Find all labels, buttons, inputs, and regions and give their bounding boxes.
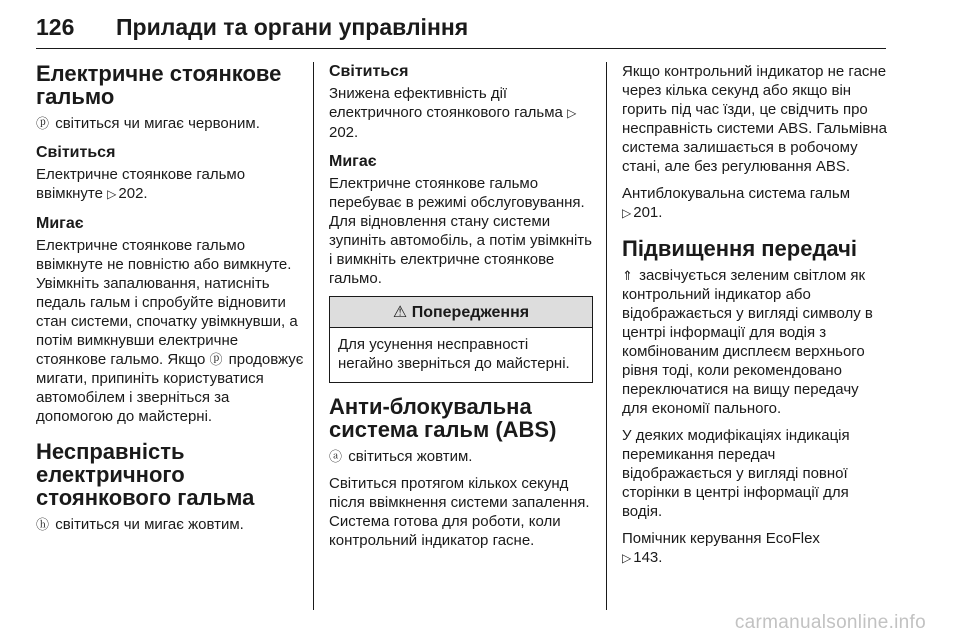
column-divider-2 [606, 62, 607, 610]
abs-icon: ⓐ [329, 449, 343, 464]
parking-brake-icon: ⓟ [209, 352, 223, 367]
lit-paragraph [36, 165, 308, 204]
header-rule [36, 48, 886, 49]
page-header [36, 10, 886, 50]
intro-text: світиться чи мигає червоним. [55, 115, 260, 132]
page-number: 126 [36, 14, 75, 40]
reference-arrow-icon: ▷ [107, 187, 117, 201]
upshift-paragraph [622, 266, 888, 418]
abs-paragraph: Світиться протягом кількох секунд після ввімкнення системи запалення. Система готова для роботи, коли контрольний індикатор гасне. [329, 475, 590, 549]
lit-text: Електричне стоянкове гальмо ввімкнуте [36, 166, 246, 202]
page-reference-link[interactable]: 202. [329, 124, 359, 141]
reference-arrow-icon: ▷ [622, 551, 632, 565]
warning-title: Попередження [411, 304, 530, 321]
page-reference-link[interactable]: 202. [118, 185, 148, 202]
parking-brake-icon: ⓟ [36, 116, 50, 131]
blink-text-2: продовжує мигати, припиніть користуватися автомобілем і зверніться за допомогою до майстерні. [36, 351, 304, 425]
brake-fault-icon: ⓗ [36, 517, 50, 532]
fault-paragraph [36, 515, 308, 534]
heading-electric-parking-brake: Електричне стоянкове гальмо [36, 61, 282, 109]
warning-header [330, 297, 592, 328]
upshift-text: засвічується зеленим світлом як контрольний індикатор або відображається у вигляді символу в центрі інформації для водія з комбінованим дисплеєм верхнього рівня тоді, коли рекомендовано переключатися на вищу передачу для економії пального. [622, 267, 873, 417]
abs-reference-text: Антиблокувальна система гальм [622, 185, 851, 202]
reference-arrow-icon: ▷ [567, 106, 577, 120]
subheading-blinks: Мигає [329, 153, 377, 170]
ecoflex-paragraph [622, 529, 888, 568]
heading-abs: Анти-блокувальна система гальм (ABS) [329, 394, 557, 442]
column-3 [622, 62, 888, 576]
upshift-icon: ⇑ [622, 268, 633, 283]
heading-brake-fault: Несправність електричного стоянкового гальма [36, 439, 255, 510]
blink-text-1: Електричне стоянкове гальмо ввімкнуте не повністю або вимкнуте. Увімкніть запалювання, натисніть педаль гальм і спробуйте відновити стан системи, спочатку увімкнувши, а потім вимкнувши електричне стоянкове гальмо. Якщо [36, 237, 298, 368]
column-1 [36, 62, 308, 542]
watermark: carmanualsonline.info [734, 612, 926, 633]
column-divider-1 [313, 62, 314, 610]
page-reference-link[interactable]: 143. [633, 549, 663, 566]
heading-upshift: Підвищення передачі [622, 236, 857, 261]
subheading-blinks: Мигає [36, 215, 84, 232]
blink-paragraph [36, 236, 308, 426]
shift-display-paragraph: У деяких модифікаціях індикація перемикання передач відображається у вигляді повної сторінки в центрі інформації для водія. [622, 427, 850, 520]
page-reference-link[interactable]: 201. [633, 204, 663, 221]
reference-arrow-icon: ▷ [622, 206, 632, 220]
warning-box [329, 296, 593, 383]
intro-paragraph [36, 114, 308, 133]
abs-reference-paragraph [622, 184, 888, 223]
subheading-lit: Світиться [36, 144, 116, 161]
lit-text: Знижена ефективність дії електричного стоянкового гальма [329, 85, 563, 121]
abs-intro-paragraph [329, 447, 593, 466]
page-title: Прилади та органи управління [116, 14, 469, 40]
subheading-lit: Світиться [329, 63, 409, 80]
lit-paragraph [329, 84, 593, 142]
ecoflex-text: Помічник керування EcoFlex [622, 530, 820, 547]
column-2 [329, 62, 593, 558]
abs-intro-text: світиться жовтим. [348, 448, 473, 465]
warning-icon: ⚠ [392, 304, 408, 321]
abs-fault-paragraph: Якщо контрольний індикатор не гасне через кілька секунд або якщо він горить під час їзди, це свідчить про несправність системи ABS. Гальмівна система залишається в робочому стані, але без регулювання ABS. [622, 63, 887, 175]
warning-body: Для усунення несправності негайно зверніться до майстерні. [338, 336, 570, 372]
blink-paragraph: Електричне стоянкове гальмо перебуває в режимі обслуговування. Для відновлення стану системи зупиніть автомобіль, а потім увімкніть і вимкніть електричне стоянкове гальмо. [329, 175, 592, 287]
fault-text: світиться чи мигає жовтим. [55, 516, 244, 533]
